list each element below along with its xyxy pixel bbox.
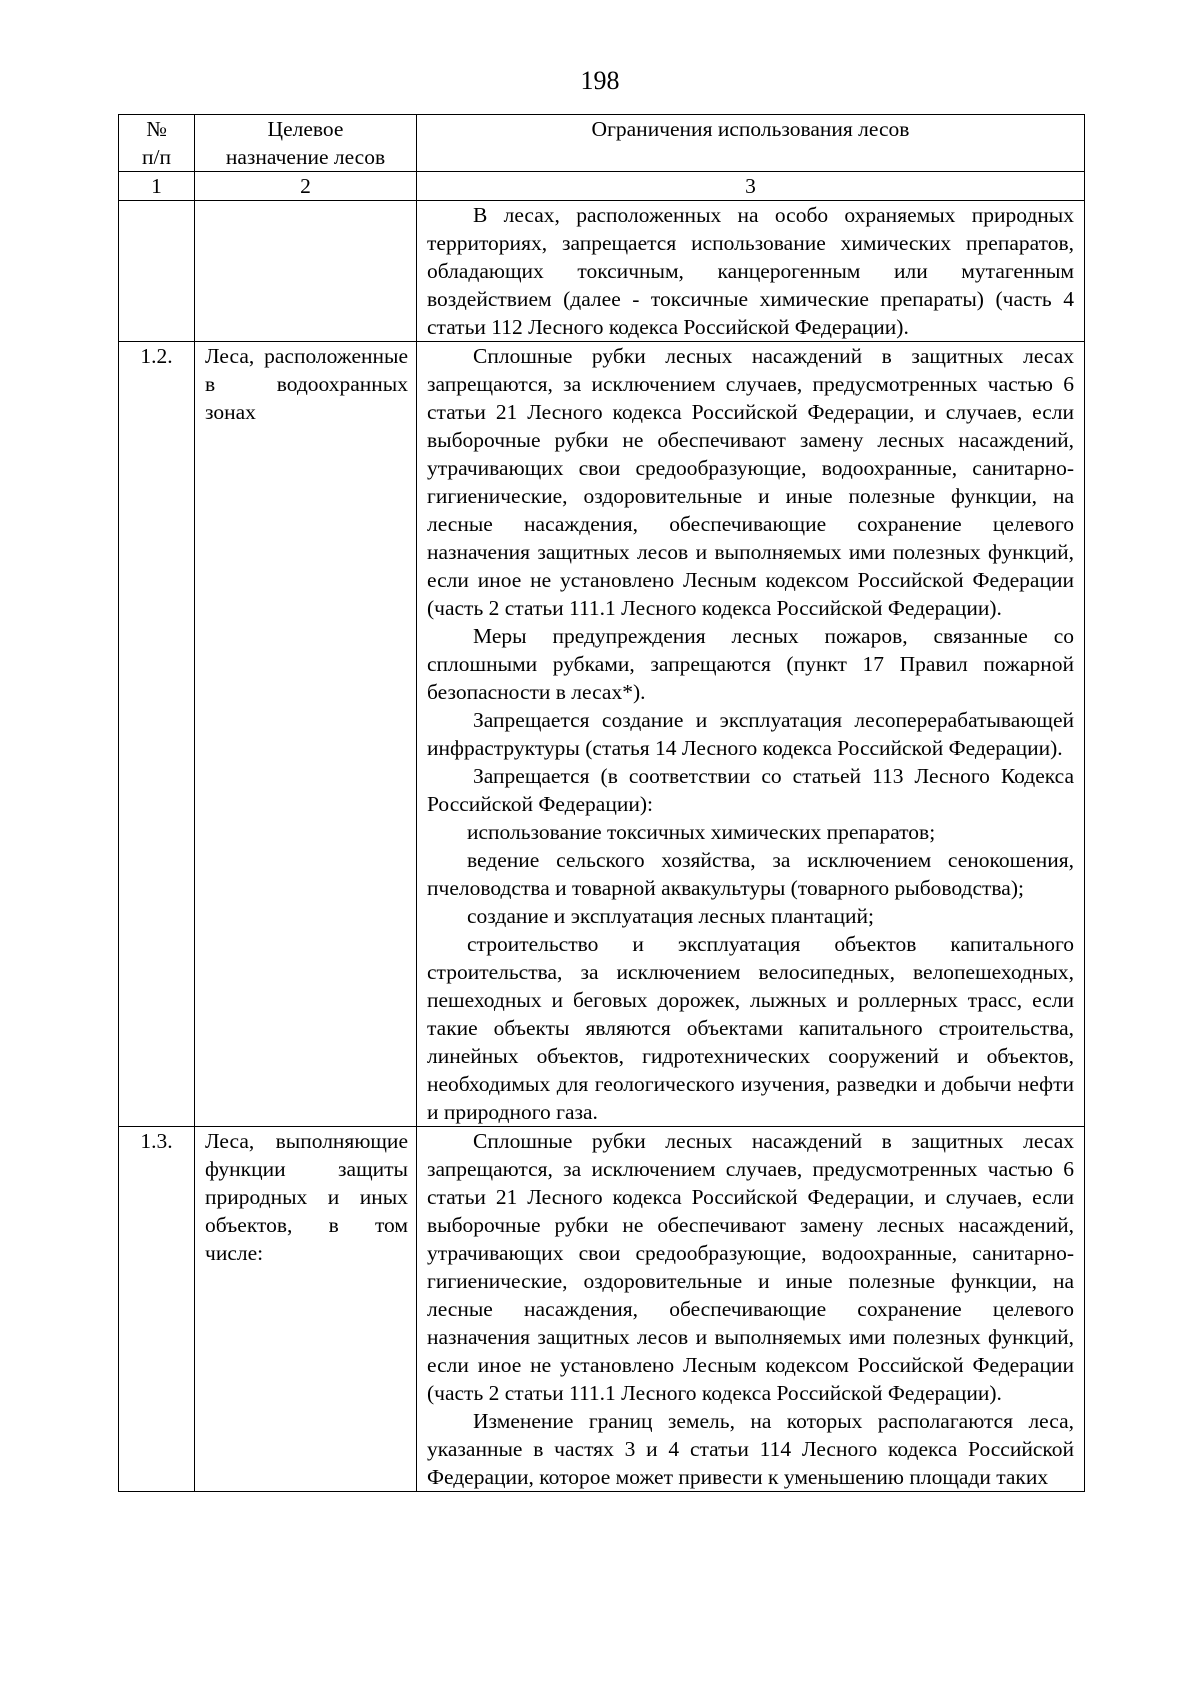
column-number: 3 [417, 172, 1085, 201]
restrictions-cell [417, 201, 1085, 342]
page-number: 198 [580, 66, 620, 95]
forest-purpose: Леса, расположенные в водоохранных зонах [195, 342, 417, 1127]
restriction-list-item: ведение сельского хозяйства, за исключением сенокошения, пчеловодства и товарной аквакультуры (товарного рыбоводства); [427, 848, 1074, 900]
restrictions-cell [417, 1127, 1085, 1492]
row-number: 1.3. [119, 1127, 195, 1492]
restriction-paragraph: Изменение границ земель, на которых располагаются леса, указанные в частях 3 и 4 статьи 114 Лесного кодекса Российской Федерации, которое может привести к уменьшению площади таких [427, 1409, 1074, 1489]
forest-restrictions-table [118, 114, 1085, 1492]
table-row [119, 201, 1085, 342]
restrictions-cell [417, 342, 1085, 1127]
table-row [119, 342, 1085, 1127]
restriction-paragraph: Сплошные рубки лесных насаждений в защитных лесах запрещаются, за исключением случаев, предусмотренных частью 6 статьи 21 Лесного кодекса Российской Федерации, и случаев, если выборочные рубки не обеспечивают замену лесных насаждений, утрачивающих свои средообразующие, водоохранные, санитарно-гигиенические, оздоровительные и иные полезные функции, на лесные насаждения, обеспечивающие сохранение целевого назначения защитных лесов и выполняемых ими полезных функций, если иное не установлено Лесным кодексом Российской Федерации (часть 2 статьи 111.1 Лесного кодекса Российской Федерации). [427, 1129, 1074, 1405]
forest-purpose [195, 201, 417, 342]
header-number: № п/п [119, 115, 195, 172]
table-row [119, 1127, 1085, 1492]
restriction-paragraph: Запрещается создание и эксплуатация лесоперерабатывающей инфраструктуры (статья 14 Лесного кодекса Российской Федерации). [427, 708, 1074, 760]
restriction-paragraph: Меры предупреждения лесных пожаров, связанные со сплошными рубками, запрещаются (пункт 17 Правил пожарной безопасности в лесах*). [427, 624, 1074, 704]
table-header-row [119, 115, 1085, 172]
column-number: 2 [195, 172, 417, 201]
column-number: 1 [119, 172, 195, 201]
restriction-paragraph: Сплошные рубки лесных насаждений в защитных лесах запрещаются, за исключением случаев, предусмотренных частью 6 статьи 21 Лесного кодекса Российской Федерации, и случаев, если выборочные рубки не обеспечивают замену лесных насаждений, утрачивающих свои средообразующие, водоохранные, санитарно-гигиенические, оздоровительные и иные полезные функции, на лесные насаждения, обеспечивающие сохранение целевого назначения защитных лесов и выполняемых ими полезных функций, если иное не установлено Лесным кодексом Российской Федерации (часть 2 статьи 111.1 Лесного кодекса Российской Федерации). [427, 344, 1074, 620]
row-number: 1.2. [119, 342, 195, 1127]
restriction-paragraph: Запрещается (в соответствии со статьей 113 Лесного Кодекса Российской Федерации): [427, 764, 1074, 816]
restriction-paragraph: В лесах, расположенных на особо охраняемых природных территориях, запрещается использование химических препаратов, обладающих токсичным, канцерогенным или мутагенным воздействием (далее - токсичные химические препараты) (часть 4 статьи 112 Лесного кодекса Российской Федерации). [427, 203, 1074, 339]
restriction-list-item: строительство и эксплуатация объектов капитального строительства, за исключением велосипедных, велопешеходных, пешеходных и беговых дорожек, лыжных и роллерных трасс, если такие объекты являются объектами капитального строительства, линейных объектов, гидротехнических сооружений и объектов, необходимых для геологического изучения, разведки и добычи нефти и природного газа. [427, 932, 1074, 1124]
restriction-list-item: создание и эксплуатация лесных плантаций; [467, 904, 874, 928]
header-purpose: Целевое назначение лесов [195, 115, 417, 172]
header-restrictions: Ограничения использования лесов [417, 115, 1085, 172]
row-number [119, 201, 195, 342]
restriction-list-item: использование токсичных химических препаратов; [467, 820, 936, 844]
forest-purpose: Леса, выполняющие функции защиты природных и иных объектов, в том числе: [195, 1127, 417, 1492]
column-number-row [119, 172, 1085, 201]
